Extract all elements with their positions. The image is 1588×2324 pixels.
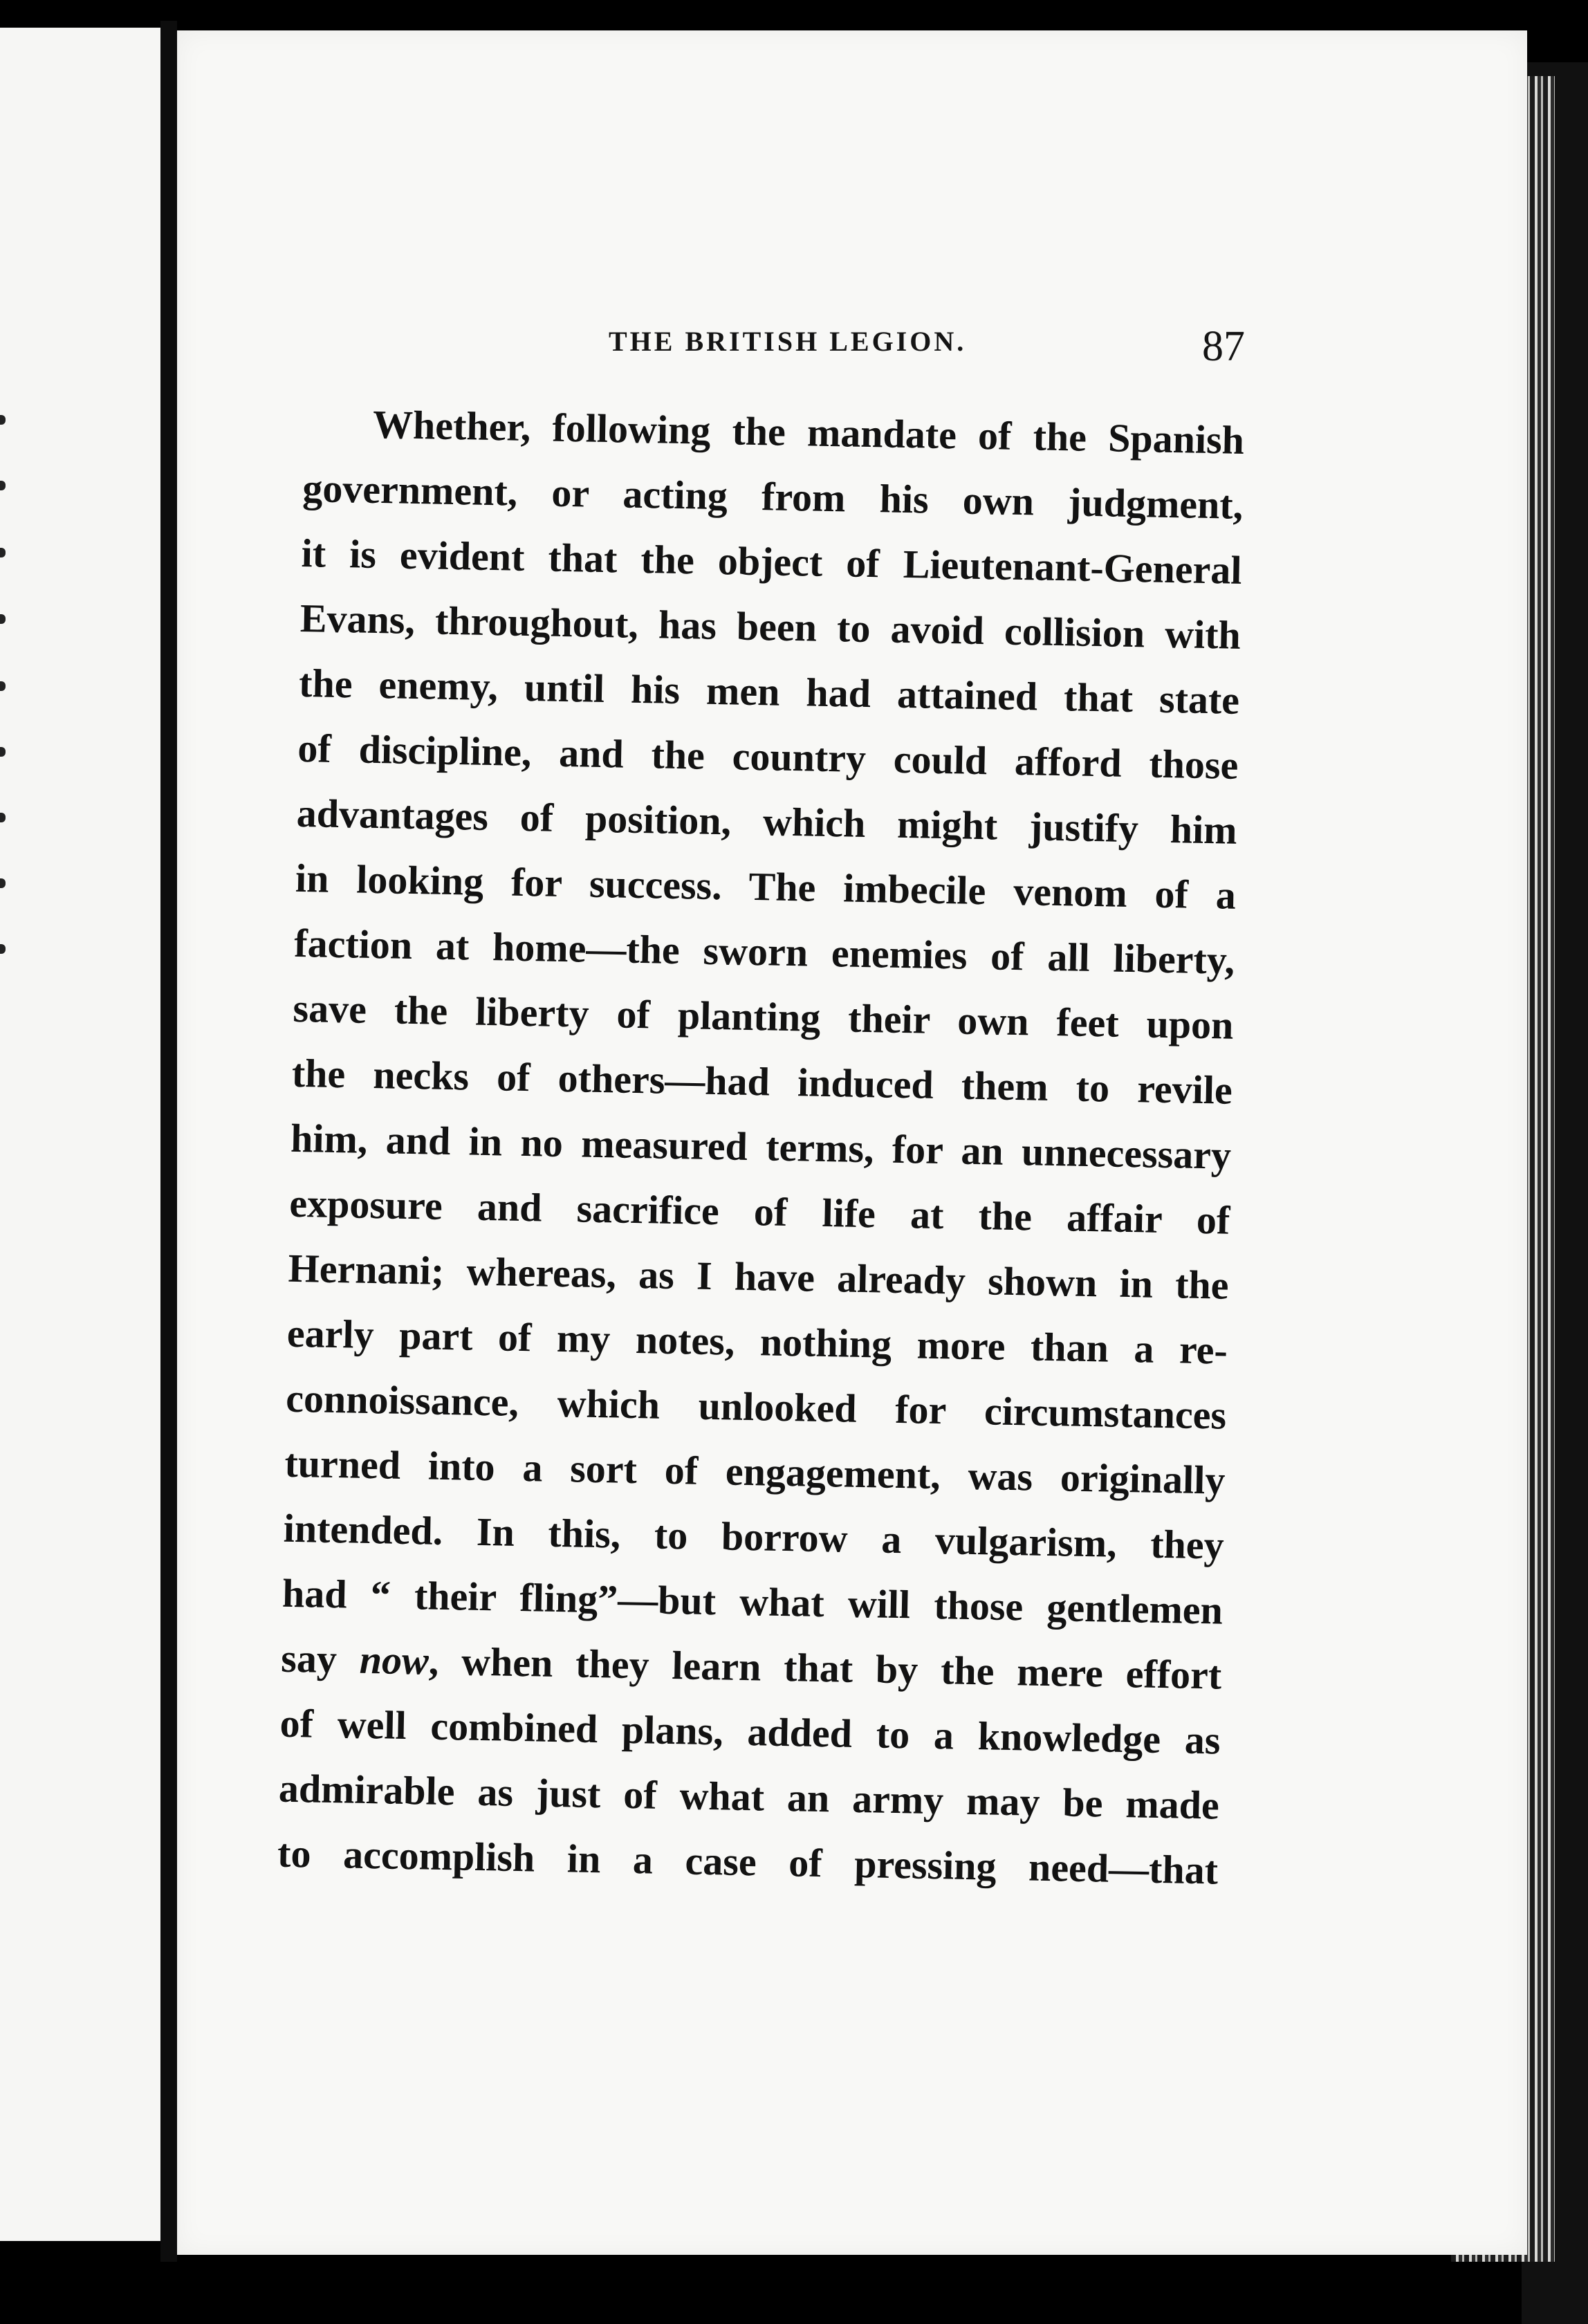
text-line: of discipline, and the country could afford those bbox=[297, 725, 1239, 788]
text-line: Whether, following the mandate of the Spanish bbox=[372, 401, 1245, 463]
previous-page-edge bbox=[0, 28, 160, 2241]
text-line: in looking for success. The imbecile venom of a bbox=[295, 855, 1237, 918]
text-line: to accomplish in a case of pressing need—that bbox=[277, 1830, 1219, 1893]
text-line: advantages of position, which might justify him bbox=[296, 790, 1238, 853]
text-line: exposure and sacrifice of life at the affair of bbox=[288, 1180, 1230, 1243]
letter-fragment bbox=[0, 878, 6, 888]
running-head: THE BRITISH LEGION. bbox=[609, 326, 967, 357]
text-line: connoissance, which unlooked for circumstances bbox=[285, 1375, 1227, 1438]
letter-fragment bbox=[0, 747, 6, 757]
letter-fragment bbox=[0, 415, 6, 425]
letter-fragment bbox=[0, 813, 6, 822]
text-line: turned into a sort of engagement, was originally bbox=[284, 1440, 1226, 1503]
text-line: faction at home—the sworn enemies of all liberty, bbox=[293, 920, 1235, 983]
letter-fragment bbox=[0, 548, 6, 557]
letter-fragment bbox=[0, 614, 6, 624]
italic-word: now bbox=[359, 1636, 430, 1684]
book-gutter bbox=[160, 21, 177, 2262]
text-line: early part of my notes, nothing more than a re- bbox=[286, 1310, 1228, 1373]
text-line: admirable as just of what an army may be made bbox=[278, 1765, 1220, 1828]
text-line: intended. In this, to borrow a vulgarism, they bbox=[283, 1505, 1225, 1568]
text-line: it is evident that the object of Lieutenant-General bbox=[301, 530, 1243, 593]
letter-fragment bbox=[0, 681, 6, 691]
text-line: the enemy, until his men had attained that state bbox=[298, 660, 1240, 723]
text-line: save the liberty of planting their own feet upon bbox=[293, 985, 1235, 1048]
text-line: the necks of others—had induced them to revile bbox=[291, 1050, 1233, 1113]
letter-fragment bbox=[0, 944, 6, 954]
text-run: , when they learn that by the mere effort bbox=[428, 1638, 1222, 1698]
text-line: had “ their fling”—but what will those gentlemen bbox=[281, 1570, 1224, 1633]
text-line: of well combined plans, added to a knowledge as bbox=[279, 1700, 1221, 1763]
letter-fragment bbox=[0, 481, 6, 490]
text-run: say bbox=[280, 1635, 360, 1682]
page-number: 87 bbox=[1202, 323, 1245, 370]
text-line: him, and in no measured terms, for an unnecessary bbox=[290, 1115, 1232, 1178]
text-line: Hernani; whereas, as I have already shown in the bbox=[288, 1245, 1230, 1308]
text-line: Evans, throughout, has been to avoid collision with bbox=[299, 595, 1241, 658]
text-line: government, or acting from his own judgment, bbox=[302, 465, 1244, 528]
body-text bbox=[277, 391, 1244, 1903]
